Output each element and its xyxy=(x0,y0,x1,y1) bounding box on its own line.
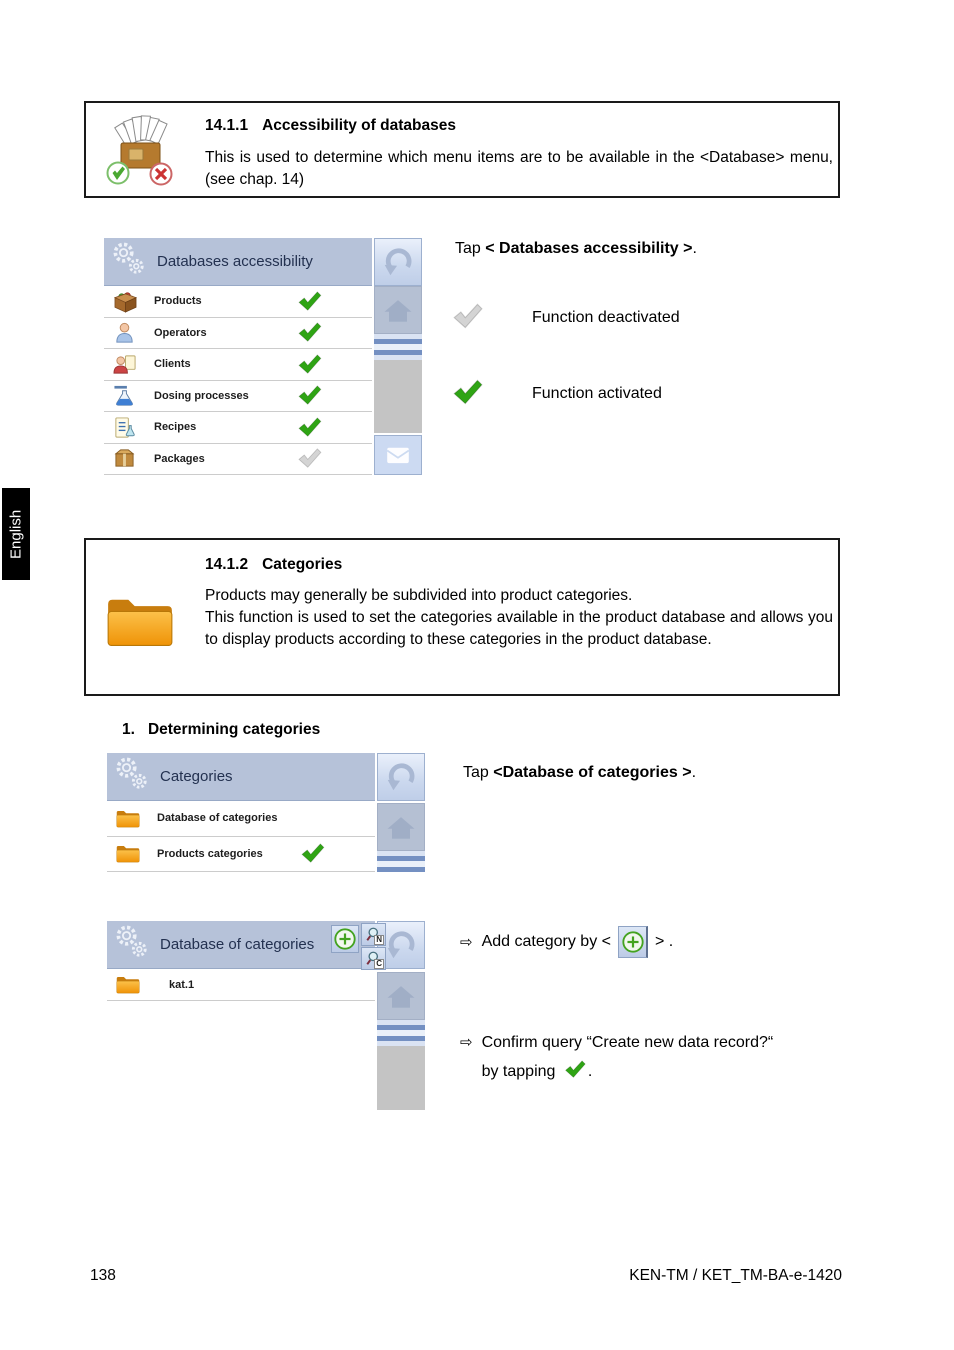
plus-circle-icon xyxy=(333,927,357,951)
section-number: 14.1.2 xyxy=(205,556,249,573)
screenshot-database-of-categories xyxy=(107,921,425,1110)
row-kat1[interactable] xyxy=(107,969,375,1001)
step-number: 1. xyxy=(122,721,135,738)
scrollbar-thumb[interactable] xyxy=(377,851,425,872)
instr-bold: <Database of categories > xyxy=(493,764,692,781)
screenshot2-title: Categories xyxy=(160,768,233,785)
row-label: Recipes xyxy=(154,421,197,434)
folder-icon xyxy=(116,844,142,863)
check-icon-green xyxy=(297,291,322,312)
clients-icon xyxy=(113,353,139,376)
section-number: 14.1.1 xyxy=(205,117,249,134)
row-label: Products xyxy=(154,295,202,308)
row-label: Dosing processes xyxy=(154,389,249,402)
step-title: Determining categories xyxy=(147,721,321,738)
package-icon xyxy=(113,448,139,469)
step-heading-determining-categories xyxy=(122,721,320,739)
back-button[interactable] xyxy=(374,238,422,286)
home-icon xyxy=(380,292,416,328)
check-icon-green xyxy=(297,354,322,375)
row-label: Packages xyxy=(154,452,205,465)
section-title: Categories xyxy=(262,556,343,573)
envelope-icon xyxy=(380,437,416,473)
gears-icon xyxy=(112,754,152,799)
bullet-confirm-query xyxy=(460,1028,788,1089)
infobox-accessibility xyxy=(84,101,840,198)
instruction-tap-databases-accessibility xyxy=(455,240,697,258)
check-icon-green xyxy=(297,417,322,438)
search-by-code-button[interactable] xyxy=(361,947,386,970)
bullet-confirm-text-pre: Confirm query “Create new data record?“ by tapping xyxy=(481,1034,774,1080)
screenshot-databases-accessibility xyxy=(104,238,422,475)
row-label: Database of categories xyxy=(157,812,278,825)
recipe-icon xyxy=(113,416,139,439)
add-record-button[interactable] xyxy=(331,925,359,953)
rightwards-arrow-icon: ⇨ xyxy=(460,933,473,951)
instruction-tap-database-of-categories xyxy=(463,764,696,782)
screenshot3-header xyxy=(107,921,382,969)
screenshot1-list xyxy=(104,238,372,475)
search-n-label: N xyxy=(376,935,382,944)
search-by-name-button[interactable] xyxy=(361,923,386,946)
row-label: Products categories xyxy=(157,847,263,860)
row-label: Clients xyxy=(154,358,191,371)
row-products-categories[interactable] xyxy=(107,837,375,873)
bullet-confirm-text-post: . xyxy=(587,1063,593,1080)
bullet-add-text-post: > . xyxy=(655,933,674,950)
screenshot3-title: Database of categories xyxy=(160,936,315,953)
home-button[interactable] xyxy=(377,972,425,1020)
instr-bold: < Databases accessibility > xyxy=(485,240,693,257)
undo-arrow-icon xyxy=(379,243,417,281)
undo-arrow-icon xyxy=(382,758,420,796)
db-row-packages[interactable] xyxy=(104,444,372,476)
screenshot2-sidebar xyxy=(377,753,425,872)
scrollbar-thumb[interactable] xyxy=(377,1020,425,1046)
legend-activated-label: Function activated xyxy=(532,385,662,402)
products-icon xyxy=(113,290,139,313)
section-body-categories-line1: Products may generally be subdivided into product categories. xyxy=(205,587,633,604)
instr-suffix: . xyxy=(692,240,697,257)
db-row-clients[interactable] xyxy=(104,349,372,381)
db-row-recipes[interactable] xyxy=(104,412,372,444)
screenshot1-sidebar xyxy=(374,238,422,475)
home-button[interactable] xyxy=(374,286,422,334)
row-database-of-categories[interactable] xyxy=(107,801,375,837)
export-button[interactable] xyxy=(374,435,422,475)
folder-icon xyxy=(116,809,142,828)
db-row-operators[interactable] xyxy=(104,318,372,350)
scrollbar[interactable] xyxy=(374,334,422,433)
plus-circle-icon xyxy=(621,930,645,954)
home-icon xyxy=(383,978,419,1014)
operator-icon xyxy=(113,321,139,344)
check-icon-green xyxy=(297,385,322,406)
folder-icon xyxy=(116,975,142,994)
check-icon-green-inline xyxy=(564,1066,586,1083)
check-icon-green-legend xyxy=(452,379,483,411)
infobox-categories xyxy=(84,538,840,696)
db-row-dosing-processes[interactable] xyxy=(104,381,372,413)
back-button[interactable] xyxy=(377,753,425,801)
check-icon-gray-legend xyxy=(452,303,483,335)
check-icon-gray xyxy=(297,448,322,469)
screenshot1-title: Databases accessibility xyxy=(157,253,313,270)
document-code: KEN-TM / KET_TM-BA-e-1420 xyxy=(629,1267,842,1284)
row-label: Operators xyxy=(154,326,207,339)
undo-arrow-icon xyxy=(382,926,420,964)
section-body-accessibility: This is used to determine which menu items are to be available in the <Database> menu, (see chap. 14) xyxy=(205,149,833,188)
db-row-products[interactable] xyxy=(104,286,372,318)
scrollbar-thumb[interactable] xyxy=(374,334,422,360)
section-title: Accessibility of databases xyxy=(262,117,456,134)
scrollbar[interactable] xyxy=(377,851,425,872)
page-number: 138 xyxy=(90,1267,116,1284)
check-icon-green xyxy=(297,322,322,343)
add-record-button-inline xyxy=(618,926,648,958)
gears-icon xyxy=(109,239,149,284)
instr-prefix: Tap xyxy=(463,764,494,781)
card-index-icon xyxy=(106,111,174,187)
home-button[interactable] xyxy=(377,803,425,851)
row-label: kat.1 xyxy=(169,978,195,991)
screenshot1-header xyxy=(104,238,372,286)
rightwards-arrow-icon: ⇨ xyxy=(460,1033,473,1051)
screenshot2-header xyxy=(107,753,375,801)
section-heading-categories xyxy=(205,556,342,574)
language-tab-english: English xyxy=(2,488,30,580)
bullet-add-category xyxy=(460,926,673,958)
instr-suffix: . xyxy=(691,764,697,781)
screenshot3-list xyxy=(107,921,382,1110)
scrollbar[interactable] xyxy=(377,1020,425,1110)
check-icon-green xyxy=(300,843,325,864)
search-c-label: C xyxy=(376,959,382,968)
folder-icon-large xyxy=(106,594,174,648)
legend-deactivated-label: Function deactivated xyxy=(532,309,680,326)
home-icon xyxy=(383,809,419,845)
flask-icon xyxy=(113,384,139,407)
gears-icon xyxy=(112,922,152,967)
section-body-categories-line2: This function is used to set the categories available in the product database and allows you to display products according to these categories in the product database. xyxy=(205,609,833,648)
bullet-add-text-pre: Add category by < xyxy=(481,933,611,950)
instr-prefix: Tap xyxy=(455,240,486,257)
screenshot2-list xyxy=(107,753,375,872)
section-heading-accessibility xyxy=(205,117,456,135)
screenshot-categories xyxy=(107,753,425,872)
